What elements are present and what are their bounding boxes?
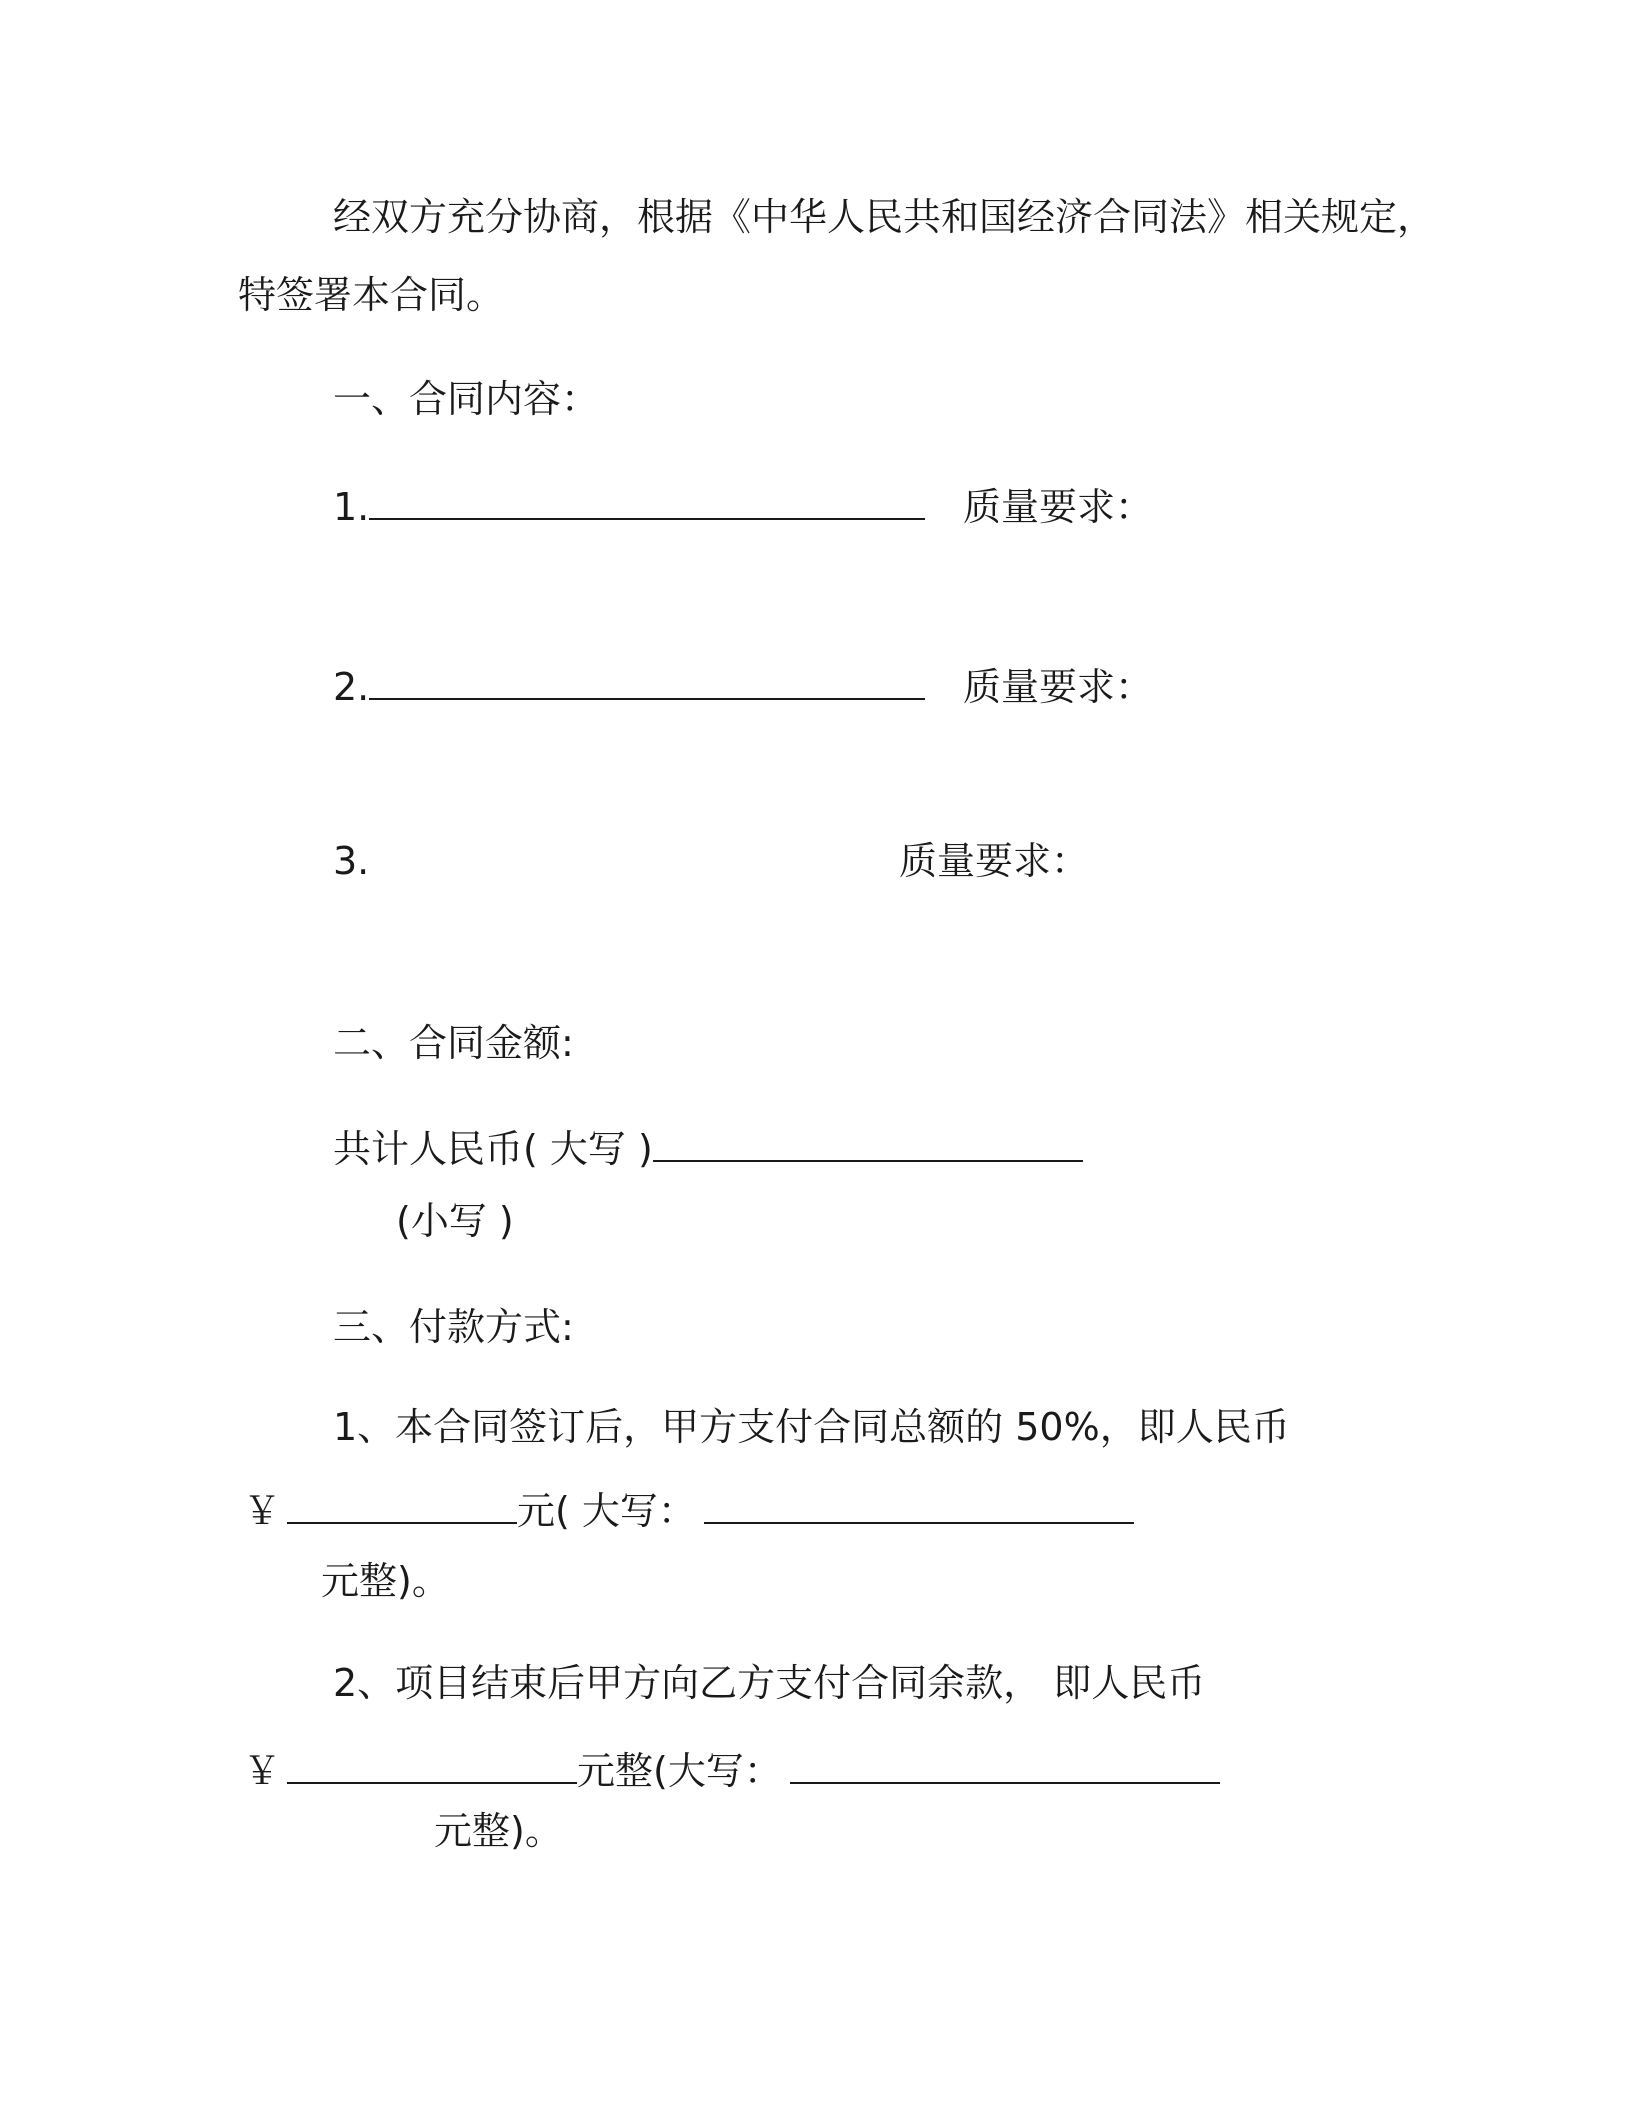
item-3-quality-label: 质量要求：	[899, 839, 1090, 883]
payment-clause-2: 2、项目结束后甲方向乙方支付合同余款， 即人民币	[333, 1661, 1206, 1705]
total-amount-line	[333, 1127, 1083, 1171]
payment-clause-1-amount-line	[243, 1489, 1134, 1533]
item-2	[333, 665, 925, 709]
payment-clause-2-amount-line	[243, 1749, 1220, 1793]
payment-2-unit: 元整(大写：	[577, 1749, 782, 1793]
intro-line-1: 经双方充分协商，根据《中华人民共和国经济合同法》相关规定，	[333, 195, 1436, 239]
item-1	[333, 485, 925, 529]
item-1-blank[interactable]	[369, 488, 925, 520]
total-lowercase-label: (小写 )	[396, 1199, 514, 1243]
payment-1-uppercase-blank[interactable]	[704, 1492, 1134, 1524]
yen-symbol-1: ￥	[243, 1489, 282, 1533]
payment-2-uppercase-blank[interactable]	[790, 1752, 1220, 1784]
item-1-number: 1.	[333, 485, 370, 529]
payment-2-amount-blank[interactable]	[287, 1752, 577, 1784]
total-uppercase-label: 共计人民币( 大写 )	[333, 1127, 653, 1171]
yen-symbol-2: ￥	[243, 1749, 282, 1793]
payment-1-unit: 元( 大写：	[517, 1489, 696, 1533]
section-2-heading: 二、合同金额:	[333, 1021, 574, 1065]
payment-1-amount-blank[interactable]	[287, 1492, 517, 1524]
payment-clause-1: 1、本合同签订后，甲方支付合同总额的 50%，即人民币	[333, 1405, 1290, 1449]
item-3-number: 3.	[333, 839, 370, 883]
item-2-blank[interactable]	[369, 668, 925, 700]
total-uppercase-blank[interactable]	[653, 1130, 1083, 1162]
item-2-quality-label: 质量要求：	[963, 665, 1154, 709]
payment-clause-1-end: 元整)。	[321, 1559, 450, 1603]
item-2-number: 2.	[333, 665, 370, 709]
intro-line-2: 特签署本合同。	[238, 273, 505, 317]
item-1-quality-label: 质量要求：	[963, 485, 1154, 529]
payment-clause-2-end: 元整)。	[434, 1809, 563, 1853]
section-1-heading: 一、合同内容：	[333, 377, 600, 421]
section-3-heading: 三、付款方式:	[333, 1305, 574, 1349]
